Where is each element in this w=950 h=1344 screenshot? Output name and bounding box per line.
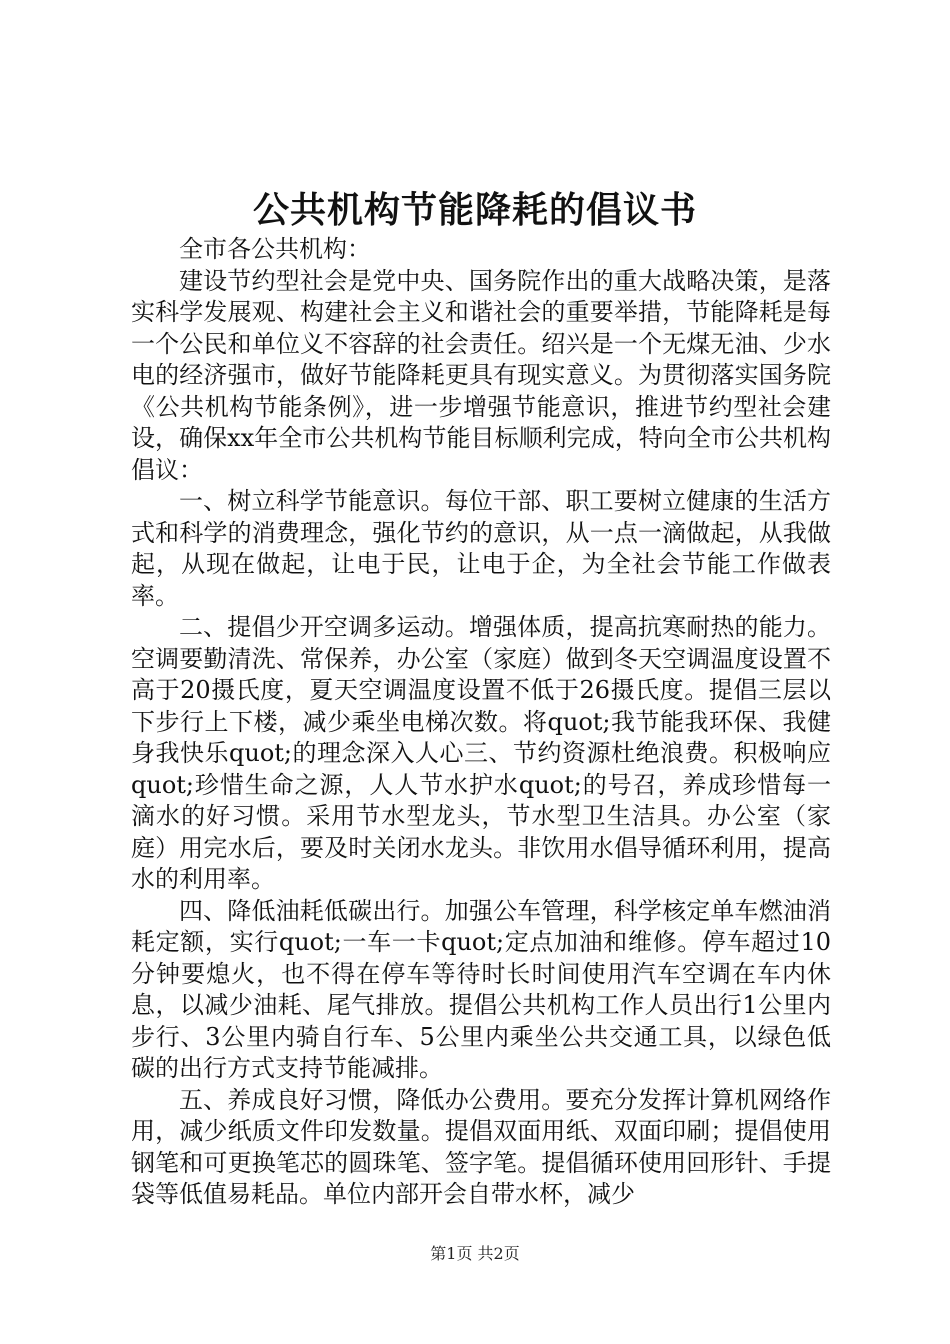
paragraph-item-1: 一、树立科学节能意识。每位干部、职工要树立健康的生活方式和科学的消费理念，强化节约的意识，从一点一滴做起，从我做起，从现在做起，让电于民，让电于企，为全社会节能工作做表率。 bbox=[131, 487, 831, 610]
paragraph-intro: 建设节约型社会是党中央、国务院作出的重大战略决策，是落实科学发展观、构建社会主义和谐社会的重要举措，节能降耗是每一个公民和单位义不容辞的社会责任。绍兴是一个无煤无油、少水电的经济强市，做好节能降耗更具有现实意义。为贯彻落实国务院《公共机构节能条例》，进一步增强节能意识，推进节约型社会建设，确保xx年全市公共机构节能目标顺利完成，特向全市公共机构倡议： bbox=[131, 266, 831, 484]
page-number-footer: 第1页 共2页 bbox=[430, 1244, 520, 1263]
paragraph-item-2-3: 二、提倡少开空调多运动。增强体质，提高抗寒耐热的能力。空调要勤清洗、常保养，办公室（家庭）做到冬天空调温度设置不高于20摄氏度，夏天空调温度设置不低于26摄氏度。提倡三层以下步行上下楼，减少乘坐电梯次数。将quot;我节能我环保、我健身我快乐quot;的理念深入人心三、节约资源杜绝浪费。积极响应quot;珍惜生命之源，人人节水护水quot;的号召，养成珍惜每一滴水的好习惯。采用节水型龙头，节水型卫生洁具。办公室（家庭）用完水后，要及时关闭水龙头。非饮用水倡导循环利用，提高水的利用率。 bbox=[131, 613, 831, 893]
paragraph-item-4: 四、降低油耗低碳出行。加强公车管理，科学核定单车燃油消耗定额，实行quot;一车一卡quot;定点加油和维修。停车超过10分钟要熄火，也不得在停车等待时长时间使用汽车空调在车内休息，以减少油耗、尾气排放。提倡公共机构工作人员出行1公里内步行、3公里内骑自行车、5公里内乘坐公共交通工具，以绿色低碳的出行方式支持节能减排。 bbox=[131, 896, 831, 1082]
document-title: 公共机构节能降耗的倡议书 bbox=[252, 189, 697, 231]
paragraph-item-5: 五、养成良好习惯，降低办公费用。要充分发挥计算机网络作用，减少纸质文件印发数量。提倡双面用纸、双面印刷；提倡使用钢笔和可更换笔芯的圆珠笔、签字笔。提倡循环使用回形针、手提袋等低值易耗品。单位内部开会自带水杯，减少 bbox=[131, 1085, 831, 1208]
document-body bbox=[131, 234, 831, 1211]
greeting-line: 全市各公共机构： bbox=[179, 235, 371, 263]
